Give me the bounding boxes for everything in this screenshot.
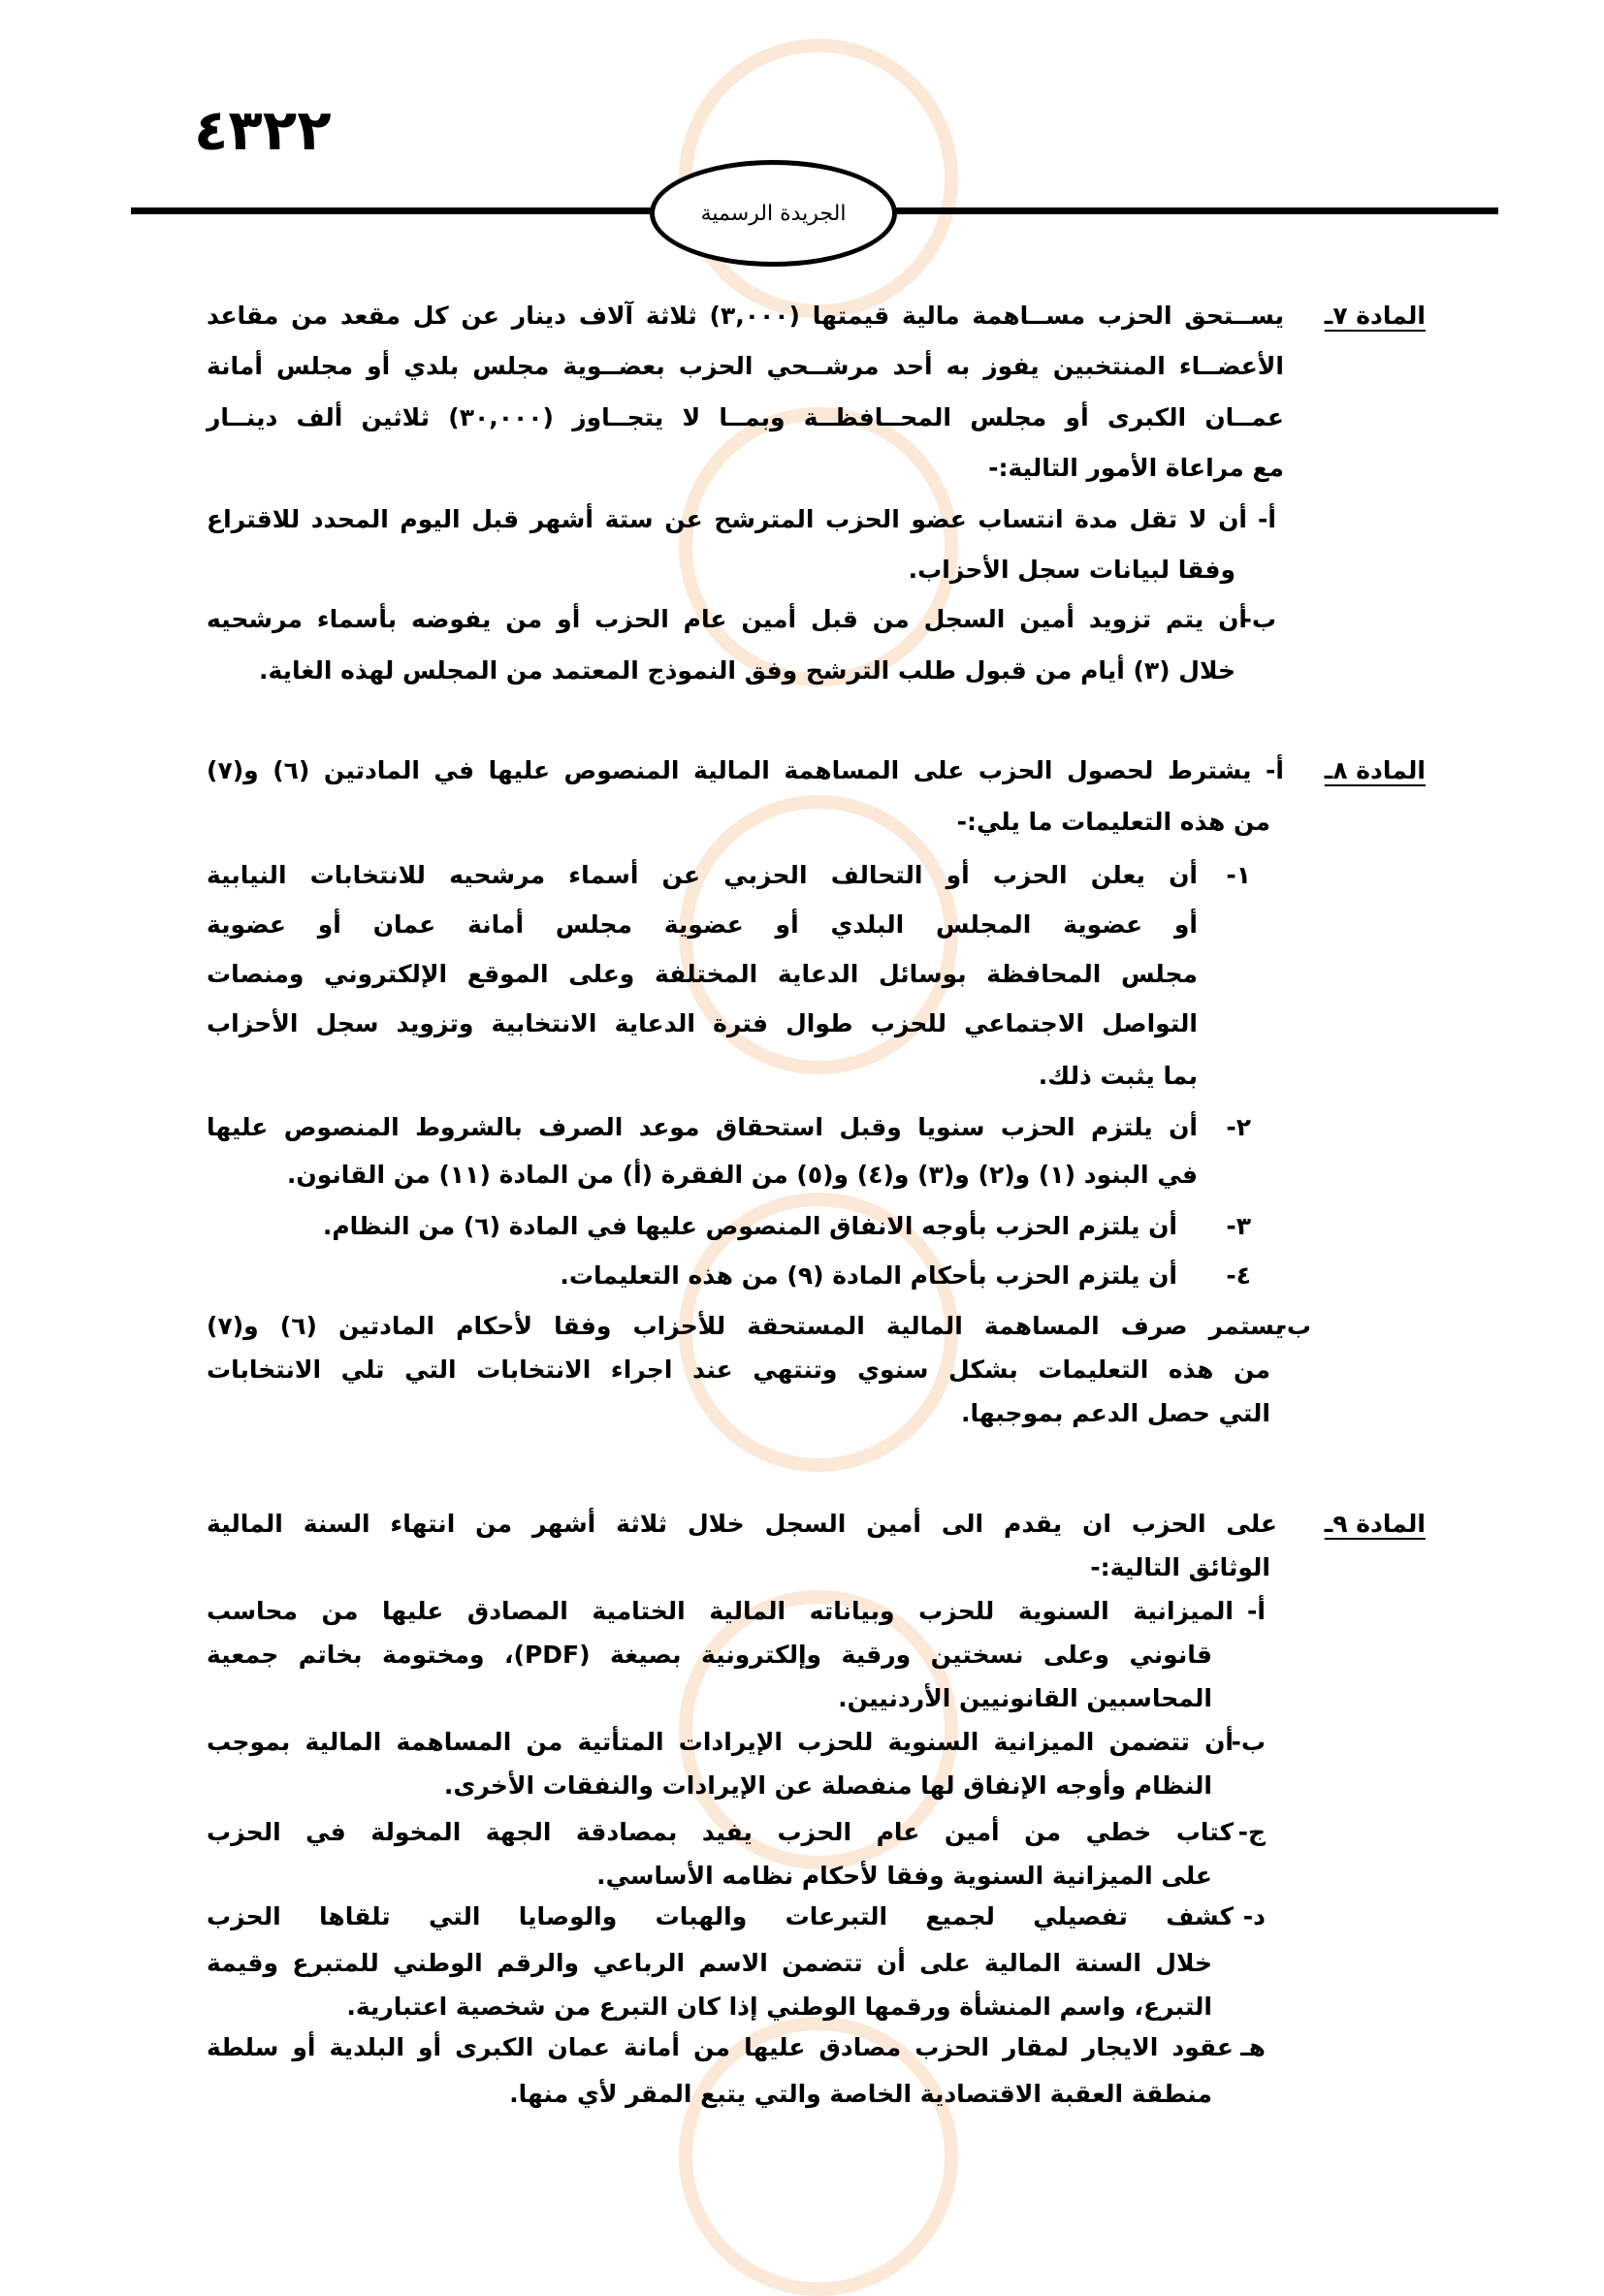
text-line: كتاب خطي من أمين عام الحزب يفيد بمصادقة الجهة المخولة في الحزب [207, 1818, 1234, 1846]
item-marker: ج- [1237, 1818, 1266, 1846]
text-line: أن يلتزم الحزب سنويا وقبل استحقاق موعد الصرف بالشروط المنصوص عليها [207, 1113, 1198, 1141]
text-line: التي حصل الدعم بموجبها. [960, 1399, 1270, 1427]
item-marker: ٣- [1226, 1212, 1251, 1240]
article-label: المادة ٧ـ [1324, 302, 1426, 330]
text-line: خلال (٣) أيام من قبول طلب الترشح وفق النموذج المعتمد من المجلس لهذه الغاية. [258, 656, 1235, 685]
text-line: النظام وأوجه الإنفاق لها منفصلة عن الإيرادات والنفقات الأخرى. [443, 1771, 1212, 1800]
text-line: على الحزب ان يقدم الى أمين السجل خلال ثلاثة أشهر من انتهاء السنة المالية [207, 1510, 1277, 1538]
text-line: أن يلتزم الحزب بأوجه الانفاق المنصوص عليها في المادة (٦) من النظام. [322, 1212, 1177, 1240]
article-label: المادة ٨ـ [1324, 756, 1426, 784]
text-line: المحاسبين القانونيين الأردنيين. [838, 1684, 1212, 1712]
text-line: مع مراعاة الأمور التالية:- [988, 454, 1284, 482]
item-marker: ١- [1226, 861, 1251, 889]
text-line: خلال السنة المالية على أن تتضمن الاسم الرباعي والرقم الوطني للمتبرع وقيمة [207, 1949, 1212, 1977]
text-line: التبرع، واسم المنشأة ورقمها الوطني إذا كان التبرع من شخصية اعتبارية. [346, 1993, 1212, 2021]
text-line: أو عضوية المجلس البلدي أو عضوية مجلس أمانة عمان أو عضوية [207, 910, 1198, 939]
item-marker: د- [1242, 1902, 1266, 1930]
text-line: الأعضــاء المنتخبين يفوز به أحد مرشــحي الحزب بعضــوية مجلس بلدي أو مجلس أمانة [207, 352, 1284, 380]
page-number: ٤٣٢٢ [194, 97, 332, 163]
text-line: مجلس المحافظة بوسائل الدعاية المختلفة وعلى الموقع الإلكتروني ومنصات [207, 960, 1198, 988]
item-marker: ٢- [1226, 1113, 1251, 1141]
text-line: من هذه التعليمات ما يلي:- [956, 808, 1270, 836]
text-line: على الميزانية السنوية وفقا لأحكام نظامه الأساسي. [596, 1862, 1212, 1890]
text-line: قانوني وعلى نسختين ورقية وإلكترونية بصيغة (PDF)، ومختومة بخاتم جمعية [207, 1641, 1212, 1669]
text-line: في البنود (١) و(٢) و(٣) و(٤) و(٥) من الفقرة (أ) من المادة (١١) من القانون. [286, 1161, 1198, 1189]
text-line: كشف تفصيلي لجميع التبرعات والهبات والوصايا التي تلقاها الحزب [207, 1902, 1234, 1930]
text-line: الميزانية السنوية للحزب وبياناته المالية الختامية المصادق عليها من محاسب [207, 1597, 1234, 1625]
item-marker: ب- [1241, 605, 1276, 633]
text-line: الوثائق التالية:- [1090, 1553, 1270, 1581]
item-marker: أ- [1258, 505, 1276, 533]
text-line: وفقا لبيانات سجل الأحزاب. [908, 556, 1235, 584]
text-line: يســتحق الحزب مســاهمة مالية قيمتها (٣,٠٠٠) ثلاثة آلاف دينار عن كل مقعد من مقاعد [207, 302, 1284, 330]
text-line: أن لا تقل مدة انتساب عضو الحزب المترشح عن ستة أشهر قبل اليوم المحدد للاقتراع [207, 505, 1247, 533]
item-marker: ٤- [1226, 1261, 1251, 1290]
text-line: منطقة العقبة الاقتصادية الخاصة والتي يتبع المقر لأي منها. [509, 2080, 1212, 2108]
item-marker: أ- [1247, 1597, 1266, 1625]
text-line: أن يعلن الحزب أو التحالف الحزبي عن أسماء مرشحيه للانتخابات النيابية [207, 861, 1198, 889]
text-line: أن تتضمن الميزانية السنوية للحزب الإيرادات المتأتية من المساهمة المالية بموجب [207, 1728, 1234, 1756]
text-line: أن يتم تزويد أمين السجل من قبل أمين عام الحزب أو من يفوضه بأسماء مرشحيه [207, 605, 1247, 633]
text-line: أ- يشترط لحصول الحزب على المساهمة المالية المنصوص عليها في المادتين (٦) و(٧) [207, 756, 1284, 784]
item-marker: ب- [1231, 1728, 1266, 1756]
text-line: التواصل الاجتماعي للحزب طوال فترة الدعاية الانتخابية وتزويد سجل الأحزاب [207, 1009, 1198, 1037]
text-line: من هذه التعليمات بشكل سنوي وتنتهي عند اجراء الانتخابات التي تلي الانتخابات [207, 1355, 1270, 1384]
text-line: عمــان الكبرى أو مجلس المحــافظــة وبمــا لا يتجــاوز (٣٠,٠٠٠) ثلاثين ألف دينــار [207, 403, 1284, 431]
gazette-title: الجريدة الرسمية [650, 160, 897, 267]
text-line: عقود الايجار لمقار الحزب مصادق عليها من أمانة عمان الكبرى أو البلدية أو سلطة [207, 2033, 1234, 2061]
item-marker: هـ [1240, 2033, 1266, 2061]
text-line: بما يثبت ذلك. [1038, 1062, 1198, 1090]
article-label: المادة ٩ـ [1324, 1510, 1426, 1538]
text-line: أن يلتزم الحزب بأحكام المادة (٩) من هذه التعليمات. [560, 1261, 1177, 1290]
text-line: يستمر صرف المساهمة المالية المستحقة للأحزاب وفقا لأحكام المادتين (٦) و(٧) [207, 1312, 1284, 1340]
item-marker: ب- [1276, 1312, 1311, 1340]
